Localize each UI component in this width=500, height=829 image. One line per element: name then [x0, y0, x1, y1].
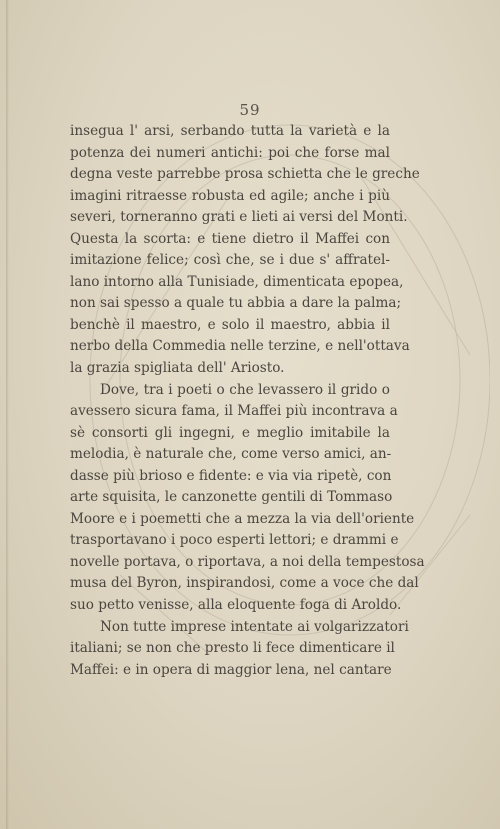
text-line: Non tutte imprese intentate ai volgarizzatori: [100, 618, 409, 635]
text-line: novelle portava, o riportava, a noi della tempestosa: [70, 553, 425, 570]
text-line: Moore e i poemetti che a mezza la via dell'oriente: [70, 510, 415, 527]
text-line: melodia, è naturale che, come verso amici, an-: [70, 446, 392, 463]
text-line: nerbo della Commedia nelle terzine, e nell'ottava: [70, 338, 410, 355]
text-line: imagini ritraesse robusta ed agile; anche i più: [70, 187, 390, 204]
text-line: avessero sicura fama, il Maffei più incontrava a: [70, 403, 398, 420]
text-line: insegua l' arsi, serbando tutta la varietà e la: [70, 123, 390, 139]
text-line: Maffei: e in opera di maggior lena, nel cantare: [70, 661, 392, 678]
text-line: non sai spesso a quale tu abbia a dare la palma;: [70, 295, 402, 312]
text-line: suo petto venisse, alla eloquente foga di Aroldo.: [70, 597, 402, 614]
text-line: sè consorti gli ingegni, e meglio imitabile la: [70, 424, 390, 441]
text-line: italiani; se non che presto li fece dimenticare il: [70, 640, 395, 657]
text-line: potenza dei numeri antichi: poi che forse mal: [70, 144, 390, 161]
text-line: arte squisita, le canzonette gentili di Tommaso: [70, 489, 393, 506]
text-line: Questa la scorta: e tiene dietro il Maffei con: [70, 230, 390, 247]
body-text: [70, 121, 425, 681]
text-line: Dove, tra i poeti o che levassero il grido o: [100, 381, 390, 398]
text-line: trasportavano i poco esperti lettori; e drammi e: [70, 532, 399, 549]
text-line: dasse più brioso e fidente: e via via ripetè, con: [70, 467, 392, 484]
text-line: severi, torneranno grati e lieti ai versi del Monti.: [70, 209, 408, 226]
text-line: la grazia spigliata dell' Ariosto.: [70, 360, 285, 377]
text-line: benchè il maestro, e solo il maestro, abbia il: [70, 316, 390, 333]
page-number: 59: [239, 101, 261, 119]
text-line: imitazione felice; così che, se i due s' affratel-: [70, 252, 390, 269]
text-line: degna veste parrebbe prosa schietta che le greche: [70, 166, 420, 183]
text-line: lano intorno alla Tunisiade, dimenticata epopea,: [70, 273, 404, 290]
text-line: musa del Byron, inspirandosi, come a voce che dal: [70, 575, 419, 592]
